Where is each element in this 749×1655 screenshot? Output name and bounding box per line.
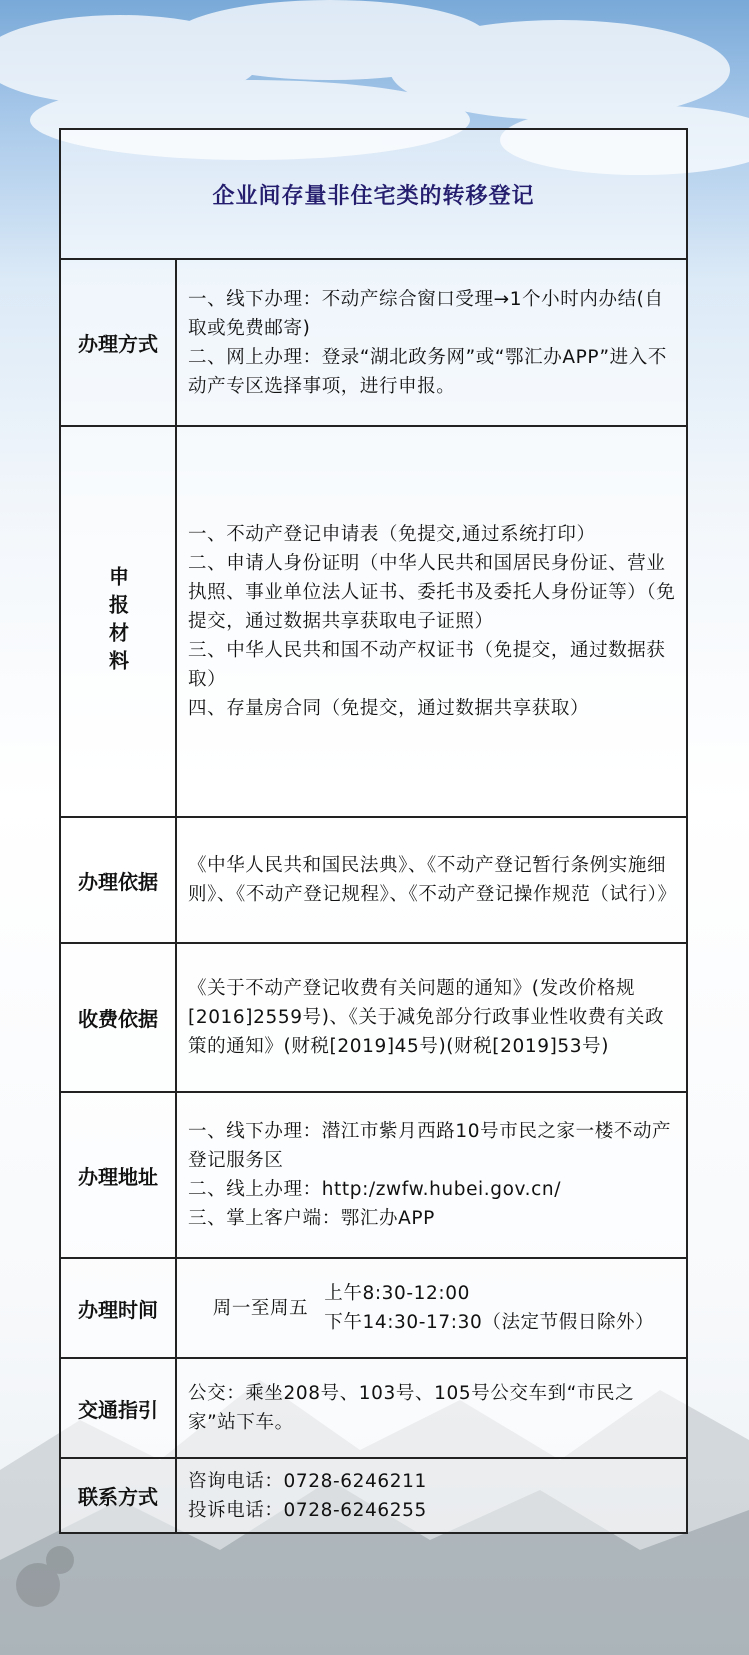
- method-line: 二、网上办理：登录“湖北政务网”或“鄂汇办APP”进入不动产专区选择事项，进行申报。: [188, 346, 667, 397]
- address-content: [177, 1093, 686, 1257]
- fee-text: 《关于不动产登记收费有关问题的通知》(发改价格规[2016]2559号)、《关于减免部分行政事业性收费有关政策的通知》(财税[2019]45号)(财税[2019]53号): [188, 978, 665, 1057]
- materials-line: 一、不动产登记申请表（免提交,通过系统打印）: [188, 524, 596, 545]
- address-label: 办理地址: [61, 1093, 177, 1257]
- row-materials: [61, 427, 686, 818]
- row-transport: [61, 1359, 686, 1459]
- contact-label: 联系方式: [61, 1459, 177, 1532]
- hours-pm: 下午14:30-17:30（法定节假日除外）: [324, 1312, 655, 1333]
- row-method: [61, 260, 686, 427]
- address-line: 二、线上办理：http:/zwfw.hubei.gov.cn/: [188, 1179, 562, 1200]
- basis-content: [177, 818, 686, 942]
- contact-line: 咨询电话：0728-6246211: [188, 1470, 427, 1492]
- method-label: 办理方式: [61, 260, 177, 425]
- contact-line: 投诉电话：0728-6246255: [188, 1499, 427, 1521]
- hours-days: 周一至周五: [212, 1297, 309, 1319]
- row-contact: [61, 1459, 686, 1532]
- table-title-row: [61, 130, 686, 260]
- fee-content: [177, 944, 686, 1091]
- materials-label: 申报材料: [61, 427, 177, 816]
- method-content: [177, 260, 686, 425]
- row-hours: [61, 1259, 686, 1359]
- contact-content: [177, 1459, 686, 1532]
- hours-slots: [324, 1279, 654, 1337]
- address-line: 一、线下办理：潜江市紫月西路10号市民之家一楼不动产登记服务区: [188, 1121, 672, 1171]
- fee-label: 收费依据: [61, 944, 177, 1091]
- transport-content: [177, 1359, 686, 1457]
- materials-line: 三、中华人民共和国不动产权证书（免提交，通过数据获取）: [188, 640, 666, 690]
- address-line: 三、掌上客户端：鄂汇办APP: [188, 1208, 435, 1229]
- row-fee: [61, 944, 686, 1093]
- page-title: 企业间存量非住宅类的转移登记: [212, 183, 535, 209]
- method-line: 一、线下办理：不动产综合窗口受理→1个小时内办结(自取或免费邮寄): [188, 288, 664, 339]
- hours-am: 上午8:30-12:00: [324, 1283, 470, 1304]
- basis-label: 办理依据: [61, 818, 177, 942]
- materials-line: 二、申请人身份证明（中华人民共和国居民身份证、营业执照、事业单位法人证书、委托书及委托人身份证等）（免提交，通过数据共享获取电子证照）: [188, 553, 676, 632]
- basis-text: 《中华人民共和国民法典》、《不动产登记暂行条例实施细则》、《不动产登记规程》、《不动产登记操作规范（试行）》: [188, 855, 677, 905]
- materials-line: 四、存量房合同（免提交，通过数据共享获取）: [188, 698, 590, 719]
- row-address: [61, 1093, 686, 1259]
- materials-content: [177, 427, 686, 816]
- hours-label: 办理时间: [61, 1259, 177, 1357]
- transport-label: 交通指引: [61, 1359, 177, 1457]
- row-basis: [61, 818, 686, 944]
- info-table: [59, 128, 688, 1534]
- hours-content: [177, 1259, 686, 1357]
- transport-text: 公交：乘坐208号、103号、105号公交车到“市民之家”站下车。: [188, 1383, 635, 1433]
